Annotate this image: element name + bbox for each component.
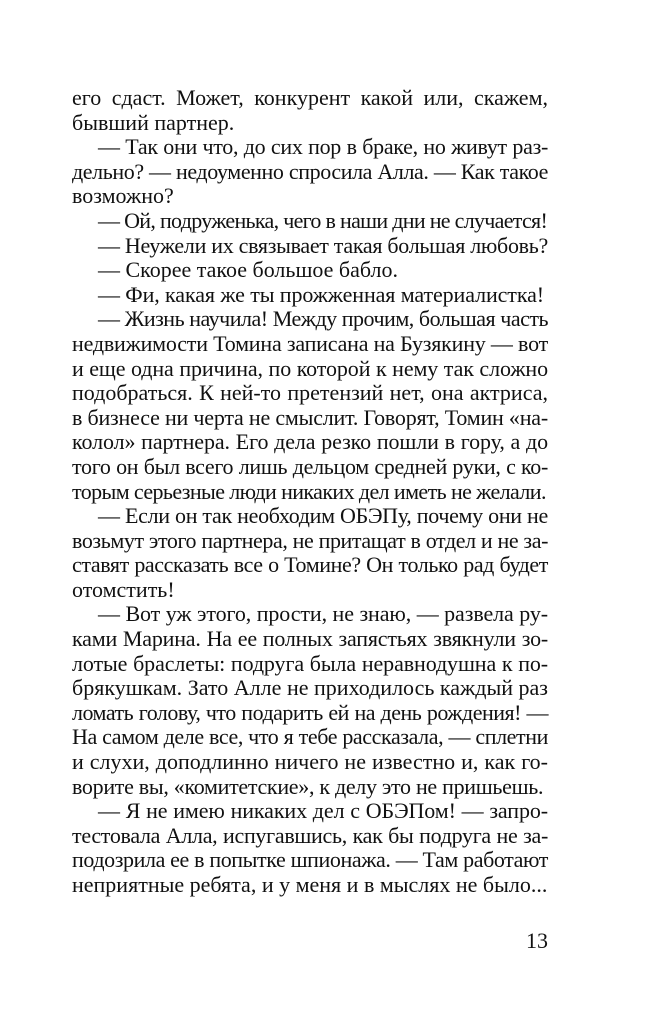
text-line: лотые браслеты: подруга была неравнодушна к по- bbox=[72, 650, 548, 676]
text-line: и слухи, доподлинно ничего не известно и, как го- bbox=[72, 749, 548, 775]
text-line: подобраться. К ней-то претензий нет, она актриса, bbox=[72, 380, 548, 406]
text-line: бывший партнер. bbox=[72, 109, 235, 135]
text-line: ками Марина. На ее полных запястьях звякнули зо- bbox=[72, 626, 548, 652]
text-line: тестовала Алла, испугавшись, как бы подруга не за- bbox=[72, 822, 548, 848]
text-line: — Скорее такое большое бабло. bbox=[98, 257, 398, 283]
text-line: — Жизнь научила! Между прочим, большая часть bbox=[98, 306, 548, 332]
text-line: ставят рассказать все о Томине? Он только рад будет bbox=[72, 552, 548, 578]
text-line: колол» партнера. Его дела резко пошли в гору, а до bbox=[72, 429, 548, 455]
text-line: — Неужели их связывает такая большая любовь? bbox=[98, 232, 548, 258]
text-line: На самом деле все, что я тебе рассказала, — сплетни bbox=[72, 724, 548, 750]
text-line: его сдаст. Может, конкурент какой или, скажем, bbox=[72, 85, 548, 110]
text-line: недвижимости Томина записана на Бузякину — вот bbox=[72, 330, 548, 356]
text-line: неприятные ребята, и у меня и в мыслях не было... bbox=[72, 872, 548, 897]
text-line: ломать голову, что подарить ей на день рождения! — bbox=[72, 699, 548, 725]
text-line: в бизнесе ни черта не смыслит. Говорят, Томин «на- bbox=[72, 404, 548, 430]
text-line: возьмут этого партнера, не притащат в отдел и не за- bbox=[72, 527, 548, 553]
text-line: дельно? — недоуменно спросила Алла. — Как такое bbox=[72, 158, 548, 184]
text-line: — Ой, подруженька, чего в наши дни не случается! bbox=[98, 207, 548, 233]
text-line: отомстить! bbox=[72, 576, 175, 602]
text-line: — Вот уж этого, прости, не знаю, — развела ру- bbox=[98, 601, 548, 627]
text-line: и еще одна причина, по которой к нему так сложно bbox=[72, 355, 548, 381]
text-line: брякушкам. Зато Алле не приходилось каждый раз bbox=[72, 675, 548, 701]
text-line: того он был всего лишь дельцом средней руки, с ко- bbox=[72, 453, 548, 479]
page-number: 13 bbox=[526, 928, 548, 953]
text-line: ворите вы, «комитетские», к делу это не пришьешь. bbox=[72, 773, 544, 799]
body-text bbox=[72, 86, 548, 898]
text-line: торым серьезные люди никаких дел иметь не желали. bbox=[72, 478, 546, 504]
text-line: — Фи, какая же ты прожженная материалистка! bbox=[98, 281, 544, 307]
text-line: подозрила ее в попытке шпионажа. — Там работают bbox=[72, 847, 548, 873]
text-line: — Если он так необходим ОБЭПу, почему они не bbox=[98, 503, 548, 529]
text-line: — Так они что, до сих пор в браке, но живут раз- bbox=[98, 134, 548, 160]
text-line: — Я не имею никаких дел с ОБЭПом! — запро- bbox=[98, 798, 548, 824]
text-line: возможно? bbox=[72, 183, 174, 209]
